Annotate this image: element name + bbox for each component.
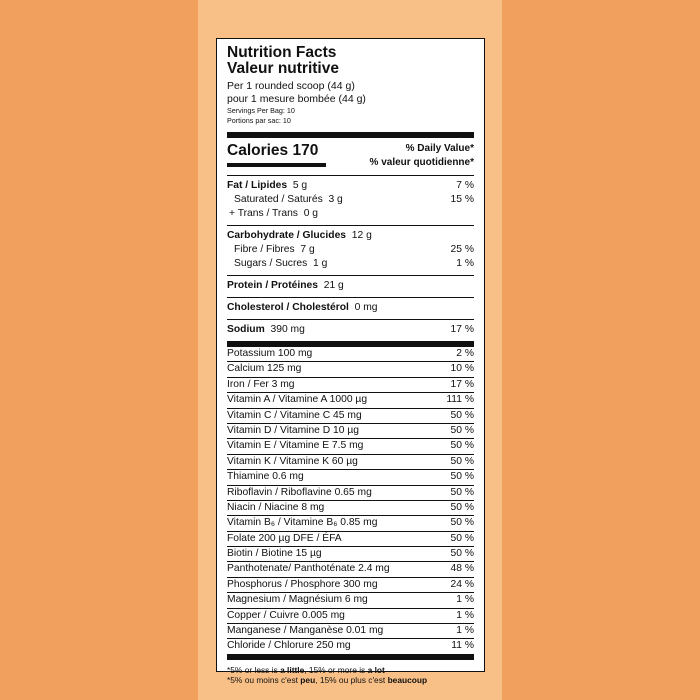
micronutrient-label: Vitamin K / Vitamine K 60 µg: [227, 455, 358, 467]
micronutrient-row: [227, 438, 474, 453]
micronutrient-label: Phosphorus / Phosphore 300 mg: [227, 578, 378, 590]
title-french: Valeur nutritive: [227, 60, 339, 77]
micronutrient-row: [227, 469, 474, 484]
fibre-label: Fibre / Fibres: [234, 244, 295, 255]
sodium-label: Sodium: [227, 324, 265, 335]
trans-row: [227, 207, 474, 221]
serving-size-french: pour 1 mesure bombée (44 g): [227, 93, 366, 105]
micronutrient-row: [227, 423, 474, 438]
cholesterol-amount: 0 mg: [354, 302, 378, 313]
sodium-row: [227, 323, 474, 337]
cholesterol-label: Cholesterol / Cholestérol: [227, 302, 349, 313]
carbohydrate-row: [227, 229, 474, 243]
micronutrient-dv: 50 %: [450, 455, 474, 467]
fibre-dv: 25 %: [450, 244, 474, 255]
micronutrient-dv: 1 %: [456, 609, 474, 621]
micronutrient-dv: 11 %: [451, 640, 474, 652]
micronutrient-row: [227, 377, 474, 392]
micronutrient-dv: 24 %: [450, 578, 474, 590]
micronutrient-row: [227, 623, 474, 638]
micronutrient-row: [227, 592, 474, 607]
title-english: Nutrition Facts: [227, 44, 337, 61]
fat-section: [227, 176, 474, 225]
micronutrient-label: Vitamin D / Vitamine D 10 µg: [227, 424, 360, 436]
micronutrient-row: [227, 531, 474, 546]
footnote: [227, 660, 474, 685]
micronutrient-label: Folate 200 µg DFE / ÉFA: [227, 532, 342, 544]
micronutrient-dv: 50 %: [450, 548, 474, 560]
footnote-french: *5% ou moins c'est peu, 15% ou plus c'est beaucoup: [227, 674, 428, 685]
micronutrient-row: [227, 577, 474, 592]
carbohydrate-amount: 12 g: [351, 230, 372, 241]
daily-value-header-english: % Daily Value*: [405, 143, 474, 154]
calories-row: [227, 138, 474, 172]
protein-amount: 21 g: [323, 280, 344, 291]
fat-row: [227, 179, 474, 193]
micronutrient-dv: 111 %: [446, 394, 474, 406]
protein-row: [227, 279, 474, 293]
calories-underline: [227, 163, 326, 167]
micronutrient-label: Vitamin A / Vitamine A 1000 µg: [227, 394, 368, 406]
micronutrient-dv: 50 %: [450, 486, 474, 498]
micronutrient-label: Riboflavin / Riboflavine 0.65 mg: [227, 486, 372, 498]
nutrition-facts-label: [216, 38, 485, 685]
micronutrient-row: [227, 408, 474, 423]
sugars-label: Sugars / Sucres: [234, 258, 308, 269]
micronutrient-row: [227, 454, 474, 469]
micronutrient-dv: 1 %: [456, 594, 474, 606]
servings-per-bag-french: Portions par sac: 10: [227, 116, 291, 125]
carbohydrate-section: [227, 226, 474, 275]
micronutrient-row: [227, 347, 474, 361]
saturated-dv: 15 %: [450, 194, 474, 205]
micronutrient-label: Chloride / Chlorure 250 mg: [227, 640, 351, 652]
sodium-amount: 390 mg: [270, 324, 305, 335]
micronutrient-label: Vitamin C / Vitamine C 45 mg: [227, 409, 362, 421]
micronutrient-label: Panthotenate/ Panthoténate 2.4 mg: [227, 563, 390, 575]
fat-amount: 5 g: [292, 180, 308, 191]
micronutrient-dv: 50 %: [450, 440, 474, 452]
micronutrient-dv: 1 %: [456, 625, 474, 637]
micronutrient-label: Potassium 100 mg: [227, 348, 313, 359]
micronutrient-row: [227, 361, 474, 376]
micronutrient-label: Manganese / Manganèse 0.01 mg: [227, 625, 384, 637]
micronutrient-row: [227, 608, 474, 623]
micronutrient-dv: 2 %: [456, 348, 474, 359]
sugars-row: [227, 257, 474, 271]
serving-size-english: Per 1 rounded scoop (44 g): [227, 80, 355, 92]
sugars-dv: 1 %: [456, 258, 474, 269]
fibre-row: [227, 243, 474, 257]
micronutrient-dv: 50 %: [450, 517, 474, 529]
protein-section: [227, 276, 474, 297]
micronutrient-label: Vitamin B₆ / Vitamine B₆ 0.85 mg: [227, 517, 378, 529]
micronutrient-label: Magnesium / Magnésium 6 mg: [227, 594, 368, 606]
trans-label: + Trans / Trans: [229, 208, 298, 219]
footnote-english: *5% or less is a little, 15% or more is a lot: [227, 664, 385, 675]
calories-label: Calories 170: [227, 142, 319, 159]
cholesterol-section: [227, 298, 474, 319]
micronutrient-dv: 17 %: [450, 378, 474, 390]
trans-amount: 0 g: [303, 208, 319, 219]
sodium-dv: 17 %: [450, 324, 474, 335]
micronutrient-dv: 50 %: [450, 409, 474, 421]
micronutrient-label: Thiamine 0.6 mg: [227, 471, 304, 483]
saturated-row: [227, 193, 474, 207]
micronutrient-label: Biotin / Biotine 15 µg: [227, 548, 322, 560]
daily-value-header-french: % valeur quotidienne*: [369, 157, 474, 168]
micronutrient-label: Calcium 125 mg: [227, 363, 302, 375]
fat-dv: 7 %: [456, 180, 474, 191]
micronutrient-row: [227, 500, 474, 515]
sodium-section: [227, 320, 474, 341]
micronutrient-dv: 50 %: [450, 501, 474, 513]
micronutrient-row: [227, 515, 474, 530]
micronutrient-row: [227, 392, 474, 407]
micronutrient-row: [227, 561, 474, 576]
fibre-amount: 7 g: [300, 244, 315, 255]
protein-label: Protein / Protéines: [227, 280, 318, 291]
micronutrient-label: Niacin / Niacine 8 mg: [227, 501, 325, 513]
micronutrient-dv: 10 %: [450, 363, 474, 375]
micronutrient-row: [227, 485, 474, 500]
micronutrient-label: Vitamin E / Vitamine E 7.5 mg: [227, 440, 364, 452]
fat-label: Fat / Lipides: [227, 180, 288, 191]
micronutrient-row: [227, 638, 474, 653]
micronutrient-dv: 50 %: [450, 471, 474, 483]
micronutrient-dv: 50 %: [450, 532, 474, 544]
micronutrient-dv: 50 %: [450, 424, 474, 436]
micronutrient-row: [227, 546, 474, 561]
servings-per-bag-english: Servings Per Bag: 10: [227, 106, 295, 115]
carbohydrate-label: Carbohydrate / Glucides: [227, 230, 347, 241]
saturated-label: Saturated / Saturés: [234, 194, 323, 205]
micronutrient-label: Copper / Cuivre 0.005 mg: [227, 609, 345, 621]
saturated-amount: 3 g: [328, 194, 343, 205]
cholesterol-row: [227, 301, 474, 315]
micronutrient-label: Iron / Fer 3 mg: [227, 378, 295, 390]
sugars-amount: 1 g: [313, 258, 328, 269]
micronutrient-dv: 48 %: [450, 563, 474, 575]
micronutrient-list: [227, 347, 474, 654]
